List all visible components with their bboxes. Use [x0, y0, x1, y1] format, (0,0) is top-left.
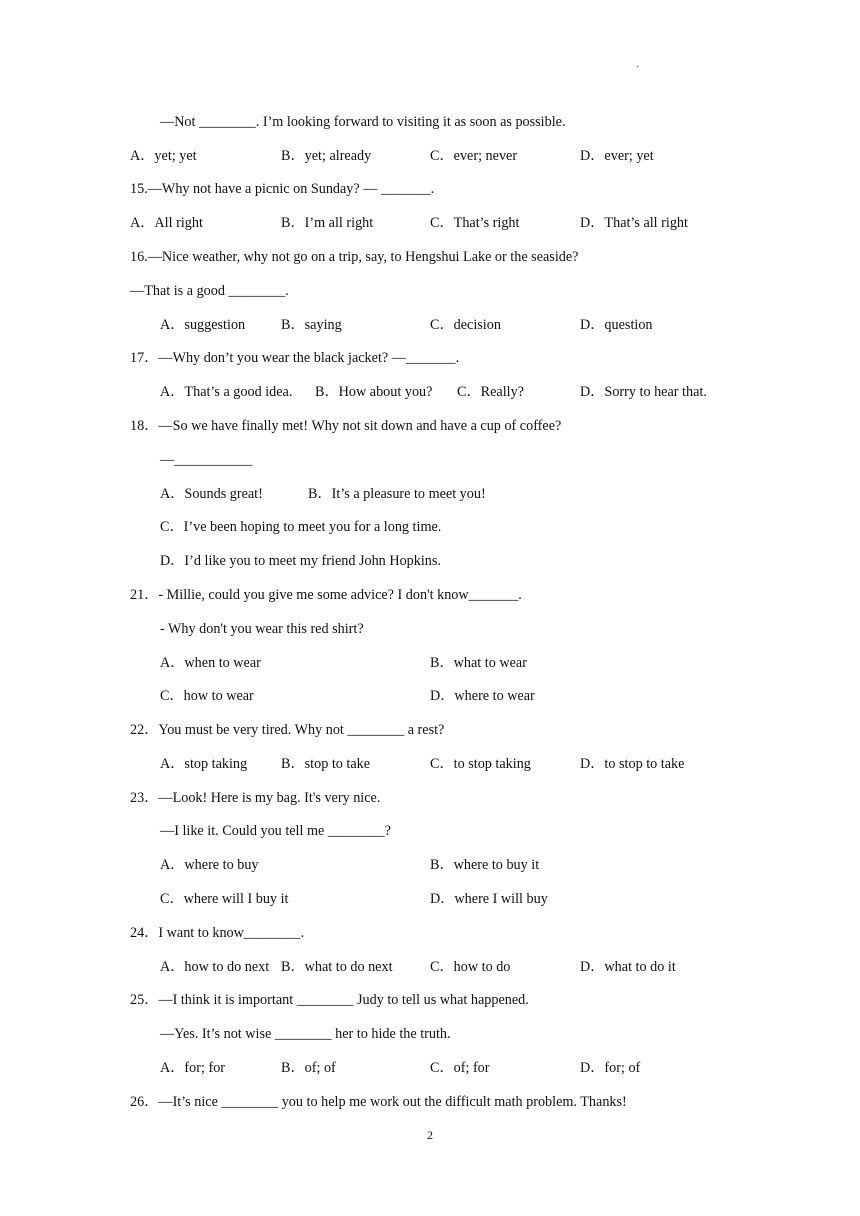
q17-option-c: C．Really? — [457, 384, 524, 400]
q23-option-a: A．where to buy — [160, 857, 259, 873]
q16-option-b: B．saying — [281, 317, 342, 333]
q17-option-b: B．How about you? — [315, 384, 433, 400]
q16-option-d: D．question — [580, 317, 653, 333]
question-24-stem: 24．I want to know________. — [130, 925, 305, 941]
question-21-stem: 21．- Millie, could you give me some advice? I don't know_______. — [130, 587, 522, 603]
q18-option-c: C．I’ve been hoping to meet you for a long time. — [160, 519, 442, 535]
question-25-stem: 25．—I think it is important ________ Judy to tell us what happened. — [130, 992, 529, 1008]
q24-option-c: C．how to do — [430, 959, 511, 975]
q22-option-d: D．to stop to take — [580, 756, 685, 772]
q21-option-d: D．where to wear — [430, 688, 535, 704]
q16-option-c: C．decision — [430, 317, 501, 333]
q18-option-d: D．I’d like you to meet my friend John Hopkins. — [160, 553, 441, 569]
question-14-stem: —Not ________. I’m looking forward to visiting it as soon as possible. — [160, 114, 566, 130]
q15-option-c: C．That’s right — [430, 215, 520, 231]
question-25-response: —Yes. It’s not wise ________ her to hide the truth. — [160, 1026, 451, 1042]
q14-option-c: C．ever; never — [430, 148, 518, 164]
q15-option-a: A．All right — [130, 215, 203, 231]
page-number: 2 — [427, 1128, 433, 1142]
q24-option-d: D．what to do it — [580, 959, 676, 975]
q14-option-b: B．yet; already — [281, 148, 372, 164]
q21-option-a: A．when to wear — [160, 655, 261, 671]
q23-option-d: D．where I will buy — [430, 891, 548, 907]
q17-option-d: D．Sorry to hear that. — [580, 384, 707, 400]
question-17-stem: 17．—Why don’t you wear the black jacket? —_______. — [130, 350, 460, 366]
question-23-stem: 23．—Look! Here is my bag. It's very nice. — [130, 790, 381, 806]
question-23-response: —I like it. Could you tell me ________? — [160, 823, 391, 839]
question-15-stem: 15.—Why not have a picnic on Sunday? — _______. — [130, 181, 435, 197]
q14-option-d: D．ever; yet — [580, 148, 654, 164]
q25-option-b: B．of; of — [281, 1060, 336, 1076]
q24-option-a: A．how to do next — [160, 959, 270, 975]
q15-option-d: D．That’s all right — [580, 215, 688, 231]
q18-option-a: A．Sounds great! — [160, 486, 263, 502]
q23-option-c: C．where will I buy it — [160, 891, 289, 907]
q16-option-a: A．suggestion — [160, 317, 246, 333]
question-16-stem: 16.—Nice weather, why not go on a trip, say, to Hengshui Lake or the seaside? — [130, 249, 579, 265]
question-21-response: - Why don't you wear this red shirt? — [160, 621, 364, 637]
question-26-stem: 26．—It’s nice ________ you to help me work out the difficult math problem. Thanks! — [130, 1094, 627, 1110]
q22-option-a: A．stop taking — [160, 756, 248, 772]
q24-option-b: B．what to do next — [281, 959, 393, 975]
q21-option-b: B．what to wear — [430, 655, 527, 671]
q15-option-b: B．I’m all right — [281, 215, 374, 231]
q22-option-c: C．to stop taking — [430, 756, 531, 772]
q25-option-c: C．of; for — [430, 1060, 490, 1076]
q21-option-c: C．how to wear — [160, 688, 254, 704]
header-mark: · — [636, 62, 640, 73]
q22-option-b: B．stop to take — [281, 756, 371, 772]
q25-option-a: A．for; for — [160, 1060, 226, 1076]
question-22-stem: 22．You must be very tired. Why not ________ a rest? — [130, 722, 445, 738]
question-18-stem: 18．—So we have finally met! Why not sit down and have a cup of coffee? — [130, 418, 562, 434]
q17-option-a: A．That’s a good idea. — [160, 384, 293, 400]
q23-option-b: B．where to buy it — [430, 857, 540, 873]
question-18-response: —___________ — [160, 452, 253, 468]
question-16-response: —That is a good ________. — [130, 283, 289, 299]
q18-option-b: B．It’s a pleasure to meet you! — [308, 486, 486, 502]
q25-option-d: D．for; of — [580, 1060, 641, 1076]
q14-option-a: A．yet; yet — [130, 148, 197, 164]
